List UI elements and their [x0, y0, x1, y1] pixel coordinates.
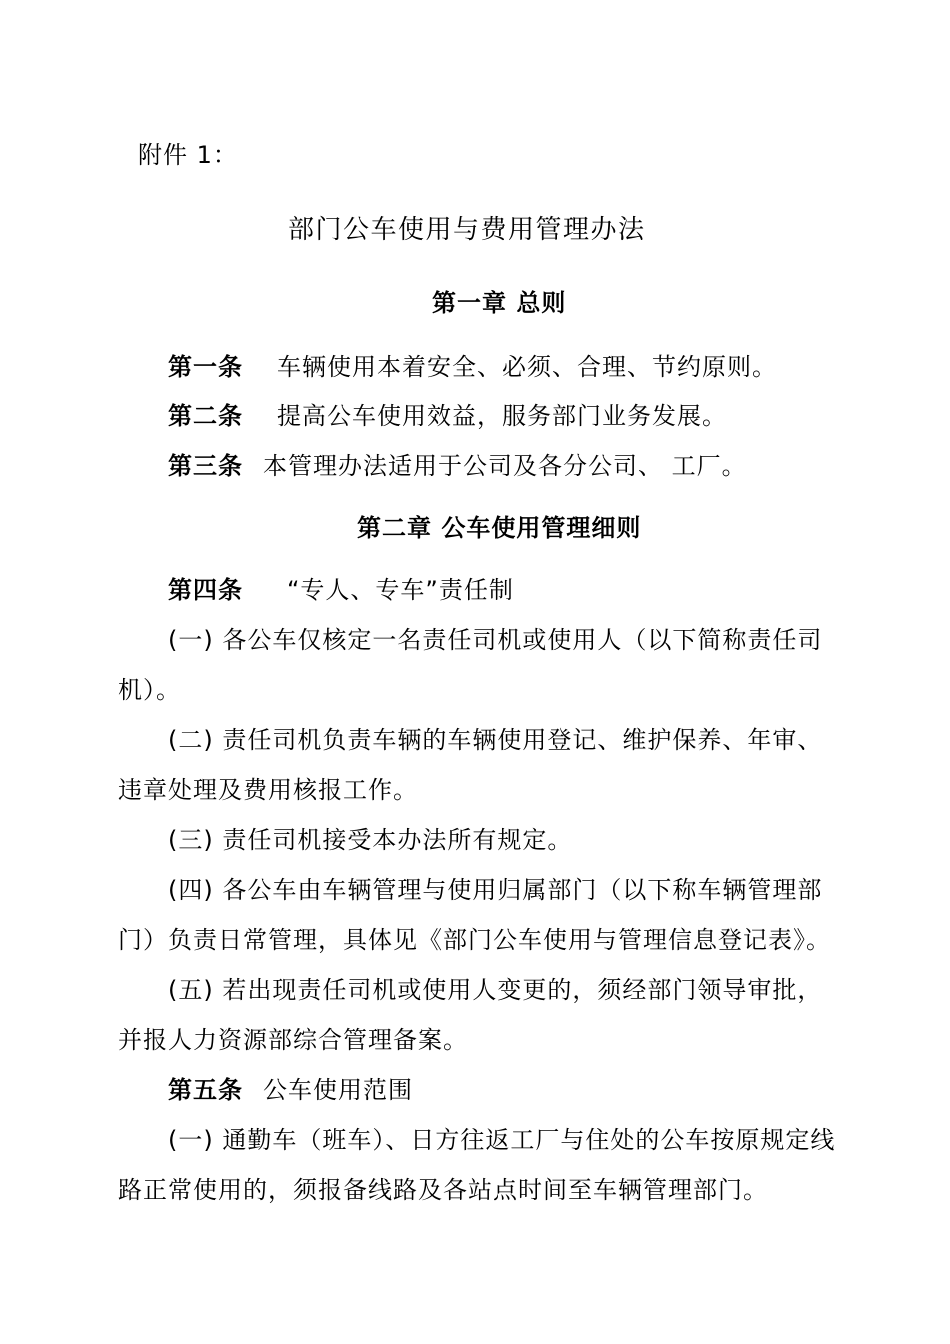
- article-4-item-4-line-2: 门）负责日常管理，具体见《部门公车使用与管理信息登记表》。: [118, 926, 831, 954]
- article-4-item-2-line-2: 违章处理及费用核报工作。: [118, 776, 418, 804]
- chapter-1-heading: 第一章 总则: [432, 289, 567, 317]
- article-4-item-1-line-1: (一) 各公车仅核定一名责任司机或使用人（以下简称责任司: [168, 626, 823, 654]
- article-3-label: 第三条: [168, 452, 243, 480]
- article-4-item-4-line-1: (四) 各公车由车辆管理与使用归属部门（以下称车辆管理部: [168, 876, 823, 904]
- article-5: [168, 1073, 413, 1107]
- article-5-item-1-line-1: (一) 通勤车（班车）、日方往返工厂与住处的公车按原规定线: [168, 1126, 836, 1154]
- article-4-item-2-line-1: (二) 责任司机负责车辆的车辆使用登记、维护保养、年审、: [168, 726, 823, 754]
- article-2-label: 第二条: [168, 402, 243, 430]
- article-1-text: 车辆使用本着安全、必须、合理、节约原则。: [277, 353, 777, 381]
- article-4-text: “专人、专车”责任制: [287, 576, 514, 604]
- article-2-text: 提高公车使用效益，服务部门业务发展。: [277, 402, 727, 430]
- article-4-item-5-line-1: (五) 若出现责任司机或使用人变更的，须经部门领导审批，: [168, 976, 823, 1004]
- article-5-item-1-line-2: 路正常使用的，须报备线路及各站点时间至车辆管理部门。: [118, 1176, 768, 1204]
- article-4: [168, 573, 514, 607]
- chapter-2-heading: 第二章 公车使用管理细则: [357, 514, 642, 542]
- article-1: [168, 350, 777, 384]
- article-5-text: 公车使用范围: [263, 1076, 413, 1104]
- article-3-text: 本管理办法适用于公司及各分公司、 工厂。: [263, 452, 747, 480]
- article-3: [168, 449, 747, 483]
- article-4-item-5-line-2: 并报人力资源部综合管理备案。: [118, 1026, 468, 1054]
- attachment-label: 附件 1：: [138, 141, 238, 169]
- article-4-item-3-line-1: (三) 责任司机接受本办法所有规定。: [168, 826, 573, 854]
- article-4-item-1-line-2: 机）。: [118, 676, 181, 704]
- article-5-label: 第五条: [168, 1076, 243, 1104]
- article-1-label: 第一条: [168, 353, 243, 381]
- article-2: [168, 399, 727, 433]
- document-title: 部门公车使用与费用管理办法: [288, 215, 646, 245]
- article-4-label: 第四条: [168, 576, 243, 604]
